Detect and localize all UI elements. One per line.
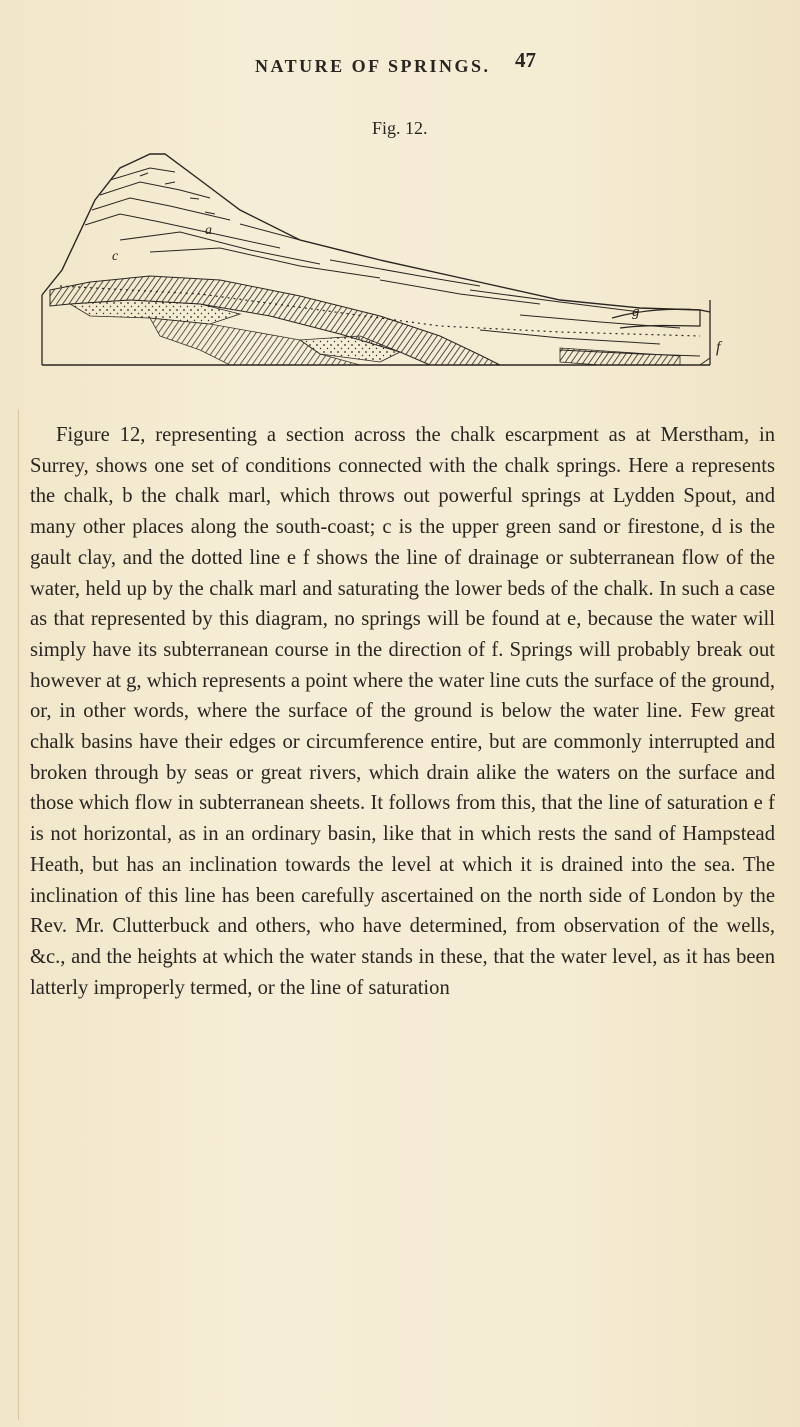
page-number: 47: [515, 48, 536, 72]
running-title: NATURE OF SPRINGS.: [255, 56, 491, 76]
body-paragraph: Figure 12, representing a section across the chalk escarpment as at Merstham, in Surrey, shows one set of conditions connected with the chalk springs. Here a represents the chalk, b the chalk marl, which throws out powerful springs at Lydden Spout, and many other places along the south-coast; c is the upper green sand or firestone, d is the gault clay, and the dotted line e f shows the line of drainage or subterranean flow of the water, held up by the chalk marl and saturating the lower beds of the chalk. In such a case as that represented by this diagram, no springs will be found at e, because the water will simply have its subterranean course in the direction of f. Springs will probably break out however at g, which represents a point where the water line cuts the surface of the ground, or, in other words, where the surface of the ground is below the water line. Few great chalk basins have their edges or circumference entire, but are commonly interrupted and broken through by seas or great rivers, which drain alike the waters on the surface and those which flow in subterranean sheets. It follows from this, that the line of saturation e f is not horizontal, as in an ordinary basin, like that in which rests the sand of Hampstead Heath, but has an inclination towards the level at which it is drained into the sea. The inclination of this line has been carefully ascertained on the north side of London by the Rev. Mr. Clutterbuck and others, who have determined, from observation of the wells, &c., and the heights at which the water stands in these, that the water level, as it has been latterly improperly termed, or the line of saturation: [30, 424, 775, 999]
label-c: c: [112, 249, 119, 264]
page-fold-line: [18, 410, 19, 1420]
label-a: a: [205, 223, 212, 238]
label-f: f: [716, 339, 721, 356]
spring-outlet-g: [612, 309, 700, 328]
figure-caption: Fig. 12.: [372, 118, 428, 138]
label-g: g: [632, 304, 640, 320]
lower-hatched-band: [560, 348, 680, 365]
geological-section-diagram: [0, 140, 800, 410]
